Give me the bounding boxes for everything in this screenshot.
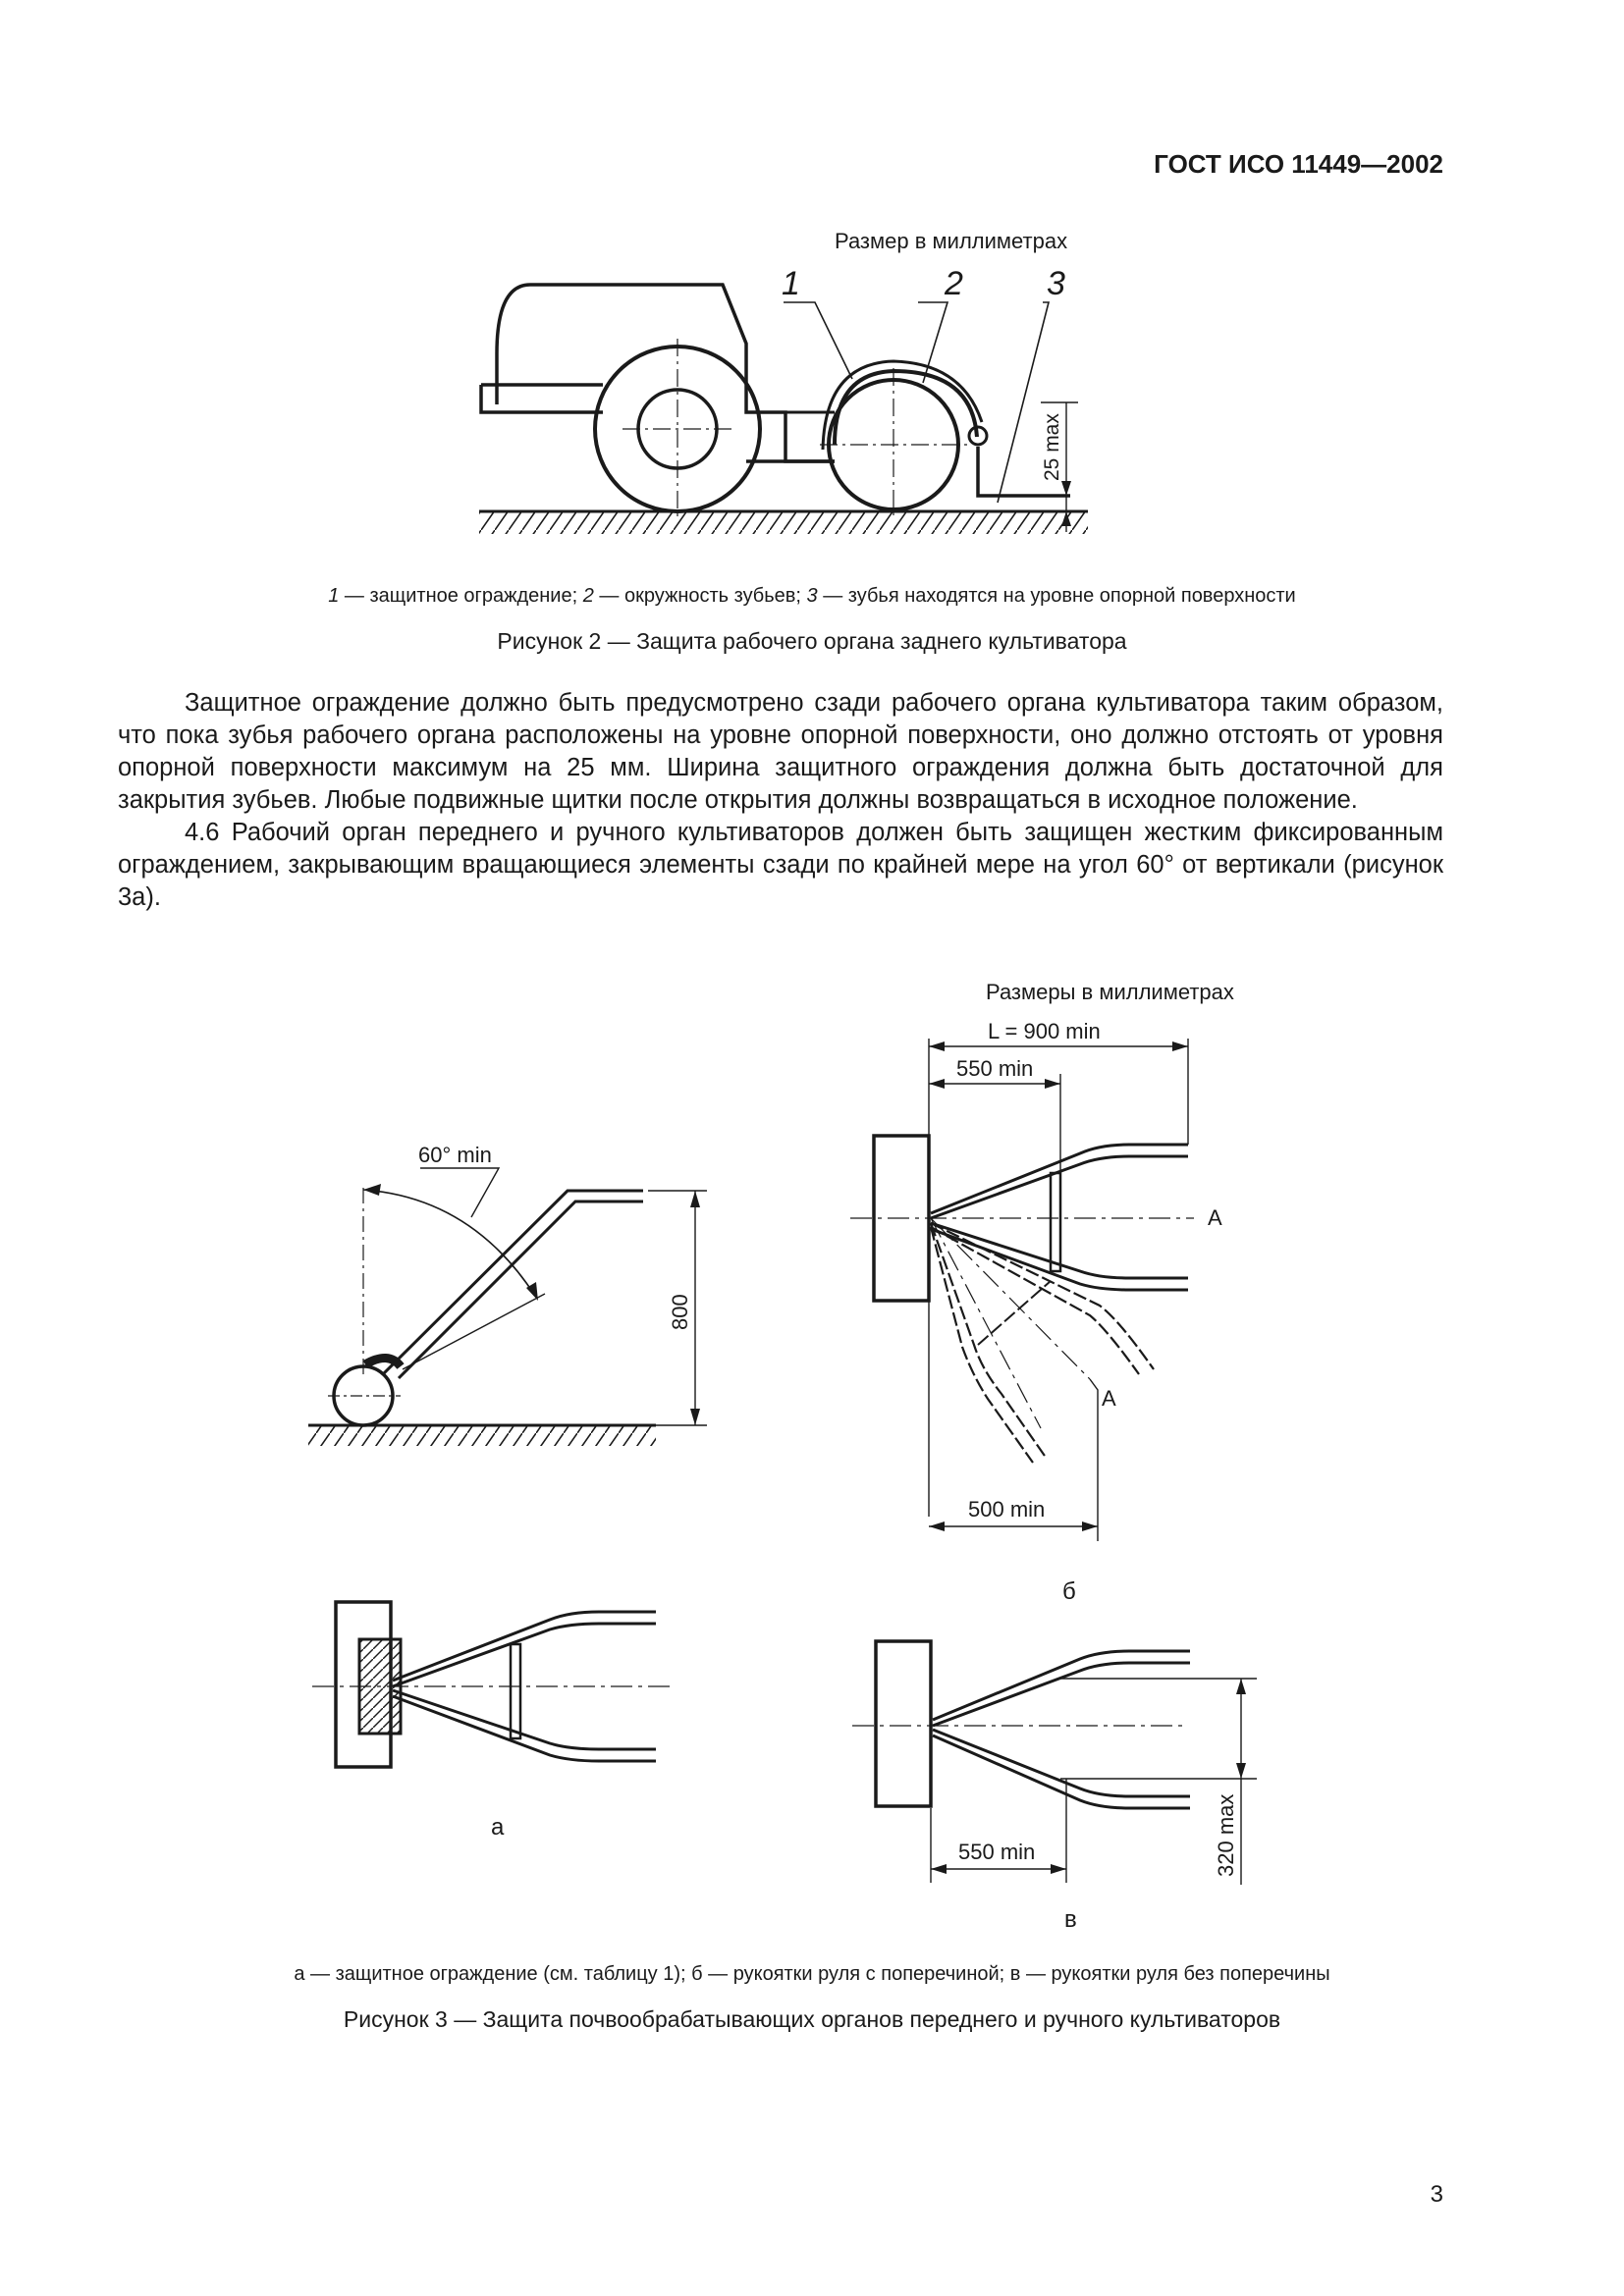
- axis-label-a-2: A: [1102, 1386, 1116, 1411]
- sublabel-a: а: [491, 1814, 505, 1841]
- callout-3: 3: [1047, 265, 1065, 302]
- sublabel-b: б: [1062, 1578, 1076, 1605]
- figure3a-top-view: [312, 1602, 676, 1767]
- figure3-caption: Рисунок 3 — Защита почвообрабатывающих органов переднего и ручного культиваторов: [343, 2006, 1281, 2032]
- figure3v-top-view: [852, 1641, 1257, 1885]
- paragraph-1: Защитное ограждение должно быть предусмотрено сзади рабочего органа культиватора таким образом, что пока зубья рабочего органа расположены на уровне опорной поверхности, оно должно отстоять от уровня опорной поверхности максимум на 25 мм. Ширина защитного ограждения должна быть достаточной для закрытия зубьев. Любые подвижные щитки после открытия должны возвращаться в исходное положение.: [118, 689, 1443, 814]
- figure3-units-label: Размеры в миллиметрах: [986, 980, 1234, 1004]
- dim-800: 800: [668, 1294, 692, 1330]
- paragraph-2: 4.6 Рабочий орган переднего и ручного культиваторов должен быть защищен жестким фиксированным ограждением, закрывающим вращающиеся элементы сзади по крайней мере на угол 60° от вертикали (рисунок 3а).: [118, 819, 1443, 911]
- dim-25-max: 25 max: [1041, 413, 1063, 481]
- angle-60-min: 60° min: [418, 1143, 492, 1167]
- legend-text-1: — защитное ограждение;: [339, 585, 583, 607]
- sublabel-v: в: [1064, 1906, 1077, 1933]
- callout-2: 2: [945, 265, 963, 302]
- figure3b-top-view: [850, 1039, 1194, 1541]
- legend-text-2: — окружность зубьев;: [593, 585, 807, 607]
- callout-1: 1: [782, 265, 800, 302]
- figure2-units-label: Размер в миллиметрах: [835, 229, 1068, 253]
- document-header: ГОСТ ИСО 11449—2002: [1154, 149, 1443, 179]
- legend-num-3: 3: [806, 585, 818, 607]
- dim-l-900-min: L = 900 min: [988, 1019, 1101, 1043]
- dim-550-min-bottom: 550 min: [958, 1840, 1036, 1864]
- dim-320-max: 320 max: [1214, 1793, 1238, 1877]
- dim-500-min: 500 min: [968, 1497, 1046, 1522]
- figure2-caption: Рисунок 2 — Защита рабочего органа заднего культиватора: [497, 628, 1127, 654]
- legend-num-1: 1: [328, 585, 340, 607]
- dim-550-min-top: 550 min: [956, 1056, 1034, 1081]
- figure3a-side-view: [308, 1168, 707, 1446]
- figure3-legend: а — защитное ограждение (см. таблицу 1); б — рукоятки руля с поперечиной; в — рукоятки руля без поперечины: [294, 1963, 1330, 1985]
- legend-num-2: 2: [582, 585, 594, 607]
- page-number: 3: [1430, 2181, 1443, 2208]
- axis-label-a: A: [1208, 1205, 1222, 1230]
- figure2-drawing: [479, 285, 1088, 534]
- body-text: [118, 687, 1443, 914]
- legend-text-3: — зубья находятся на уровне опорной поверхности: [817, 585, 1296, 607]
- figure2-legend: [118, 585, 1506, 608]
